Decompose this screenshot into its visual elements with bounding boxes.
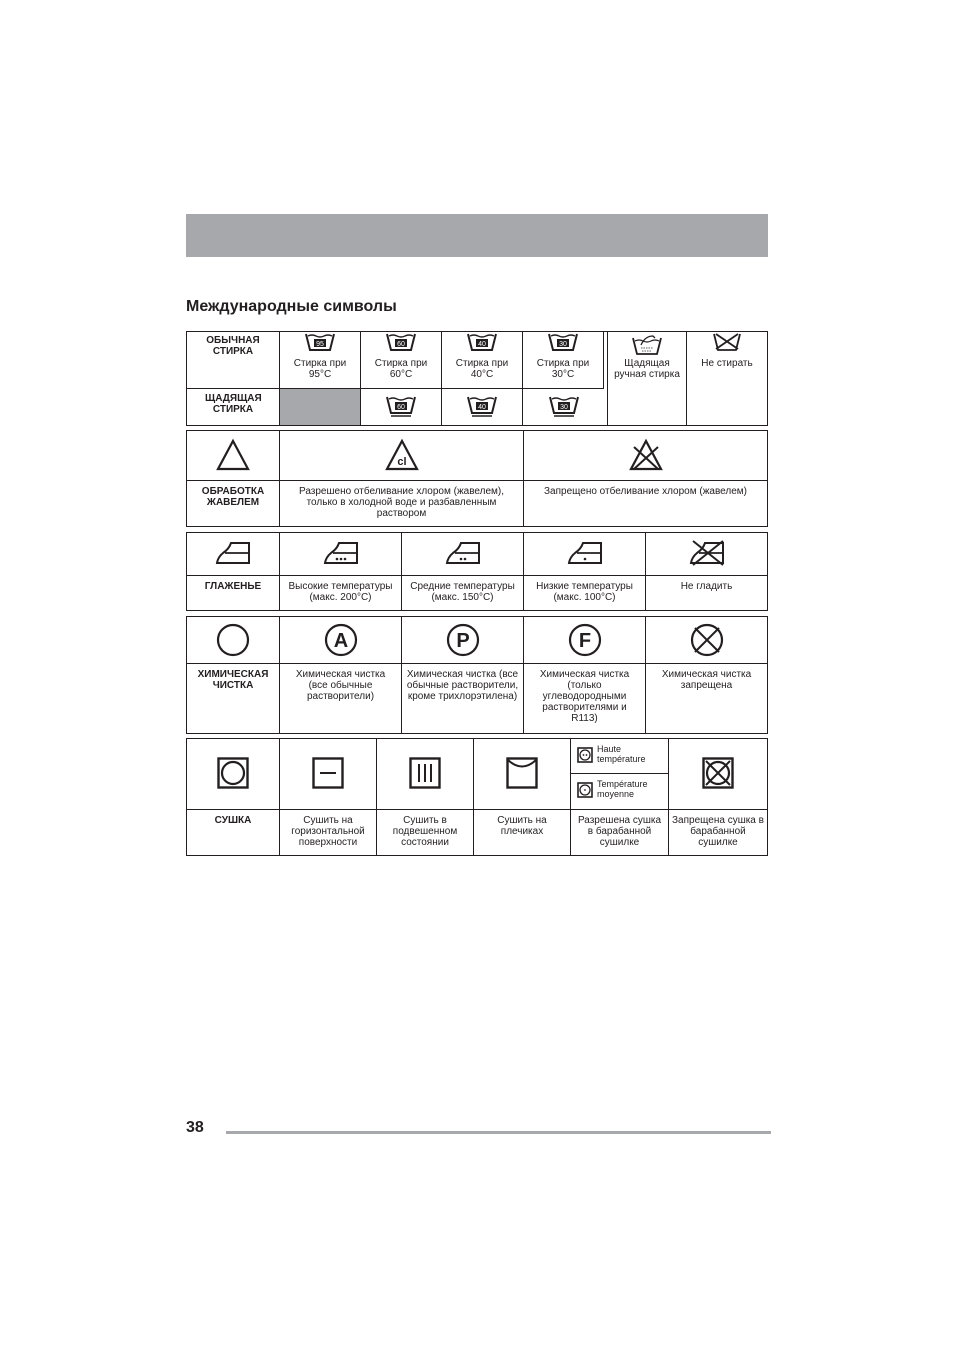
no-dryclean-icon-cell: [646, 617, 767, 664]
bleach-allowed-cell: [280, 481, 524, 526]
dryclean-a-cell: [280, 664, 402, 733]
iron-low-label: Низкие температуры (макс. 100°C): [536, 581, 633, 603]
dry-clean-p-icon: [446, 623, 480, 657]
no-iron-cell: [646, 576, 767, 610]
wash-temp-text: 60: [397, 404, 405, 411]
drip-dry-cell: [377, 810, 474, 855]
normal-wash-label-cell: [187, 332, 280, 389]
wash-40-cell: [442, 332, 523, 389]
gentle-wash-60-icon: [386, 396, 416, 418]
no-iron-icon-cell: [646, 533, 767, 576]
dryclean-p-cell: [402, 664, 524, 733]
line-dry-cell: [474, 810, 571, 855]
header-banner: [186, 214, 768, 257]
bleach-label: ОБРАБОТКА ЖАВЕЛЕМ: [201, 486, 265, 508]
hand-wash-icon: [631, 333, 663, 355]
normal-wash-label: ОБЫЧНАЯ СТИРКА: [206, 335, 260, 357]
do-not-iron-icon: [689, 539, 725, 567]
dry-clean-letter: F: [578, 630, 591, 652]
dryclean-p-icon-cell: [402, 617, 524, 664]
bleach-panel: [186, 430, 768, 527]
dryclean-label: ХИМИЧЕСКАЯ ЧИСТКА: [197, 669, 269, 691]
wash-temp-text: 40: [478, 404, 486, 411]
washing-panel: [186, 331, 768, 426]
iron-low-icon: [567, 539, 603, 567]
line-dry-label: Сушить на плечиках: [497, 815, 547, 837]
gentle-wash-label: ЩАДЯЩАЯ СТИРКА: [205, 393, 262, 415]
dry-clean-f-icon: [568, 623, 602, 657]
hand-wash-label: Щадящая ручная стирка: [614, 358, 680, 380]
tumble-allowed-label: Разрешена сушка в барабанной сушилке: [577, 815, 662, 848]
drying-label: СУШКА: [214, 815, 252, 826]
iron-high-icon: [323, 539, 359, 567]
dryclean-a-icon-cell: [280, 617, 402, 664]
wash-temp-text: 95: [316, 341, 324, 348]
dryclean-f-label: Химическая чистка (только углеводородными растворителями и R113): [539, 669, 630, 724]
iron-label-cell: [187, 576, 280, 610]
wash-40-label: Стирка при 40°C: [455, 358, 509, 380]
bleach-forbidden-cell: [524, 481, 767, 526]
line-dry-icon-cell: [474, 739, 571, 810]
gentle-wash-label-cell: [187, 389, 280, 425]
gentle-wash-60-cell: [361, 389, 442, 425]
tumble-forbidden-label: Запрещена сушка в барабанной сушилке: [672, 815, 764, 848]
tumble-high-icon: [577, 747, 593, 768]
iron-icon-cell: [187, 533, 280, 576]
tumble-forbidden-cell: [669, 810, 767, 855]
iron-high-icon-cell: [280, 533, 402, 576]
gentle-wash-30-cell: [523, 389, 604, 425]
wash-temp-text: 30: [559, 341, 567, 348]
gentle-wash-40-cell: [442, 389, 523, 425]
ironing-panel: [186, 532, 768, 611]
dry-flat-cell: [280, 810, 377, 855]
iron-medium-cell: [402, 576, 524, 610]
wash-30-icon: [548, 333, 578, 351]
drip-dry-icon-cell: [377, 739, 474, 810]
bleach-forbidden-label: Запрещено отбеливание хлором (жавелем): [544, 486, 747, 497]
no-wash-cell: [687, 332, 767, 425]
dry-clean-letter: A: [333, 630, 348, 652]
bleach-icon-cell: [187, 431, 280, 481]
dryclean-f-cell: [524, 664, 646, 733]
gentle-wash-30-icon: [549, 396, 579, 418]
iron-high-cell: [280, 576, 402, 610]
tumble-dry-icon: [217, 757, 249, 789]
wash-60-label: Стирка при 60°C: [374, 358, 428, 380]
dry-flat-icon: [312, 757, 344, 789]
wash-temp-text: 40: [478, 341, 486, 348]
gentle-wash-95-empty: [280, 389, 361, 425]
iron-high-label: Высокие температуры (макс. 200°C): [288, 581, 393, 603]
wash-30-label: Стирка при 30°C: [536, 358, 590, 380]
line-dry-icon: [506, 757, 538, 789]
chlorine-text: cl: [396, 456, 407, 468]
drying-label-cell: [187, 810, 280, 855]
tumble-high-cell: [571, 739, 669, 774]
iron-medium-icon-cell: [402, 533, 524, 576]
tumble-medium-icon: [577, 782, 593, 803]
dryclean-p-label: Химическая чистка (все обычные растворители, кроме трихлорэтилена): [406, 669, 519, 702]
do-not-dry-clean-icon: [690, 623, 724, 657]
iron-medium-label: Средние температуры (макс. 150°C): [410, 581, 515, 603]
dry-clean-icon: [216, 623, 250, 657]
iron-low-cell: [524, 576, 646, 610]
wash-40-icon: [467, 333, 497, 351]
wash-60-icon: [386, 333, 416, 351]
tumble-high-label: Haute température: [597, 744, 646, 764]
wash-95-label: Стирка при 95°C: [293, 358, 347, 380]
no-wash-label: Не стирать: [701, 358, 753, 369]
iron-low-icon-cell: [524, 533, 646, 576]
page-number: 38: [186, 1119, 204, 1136]
dry-clean-letter: P: [455, 630, 470, 652]
no-dryclean-cell: [646, 664, 767, 733]
dry-flat-icon-cell: [280, 739, 377, 810]
hand-wash-cell: [608, 332, 687, 425]
do-not-tumble-dry-icon: [702, 757, 734, 789]
dryclean-label-cell: [187, 664, 280, 733]
dry-flat-label: Сушить на горизонтальной поверхности: [291, 815, 365, 848]
drycleaning-panel: [186, 616, 768, 734]
drip-dry-icon: [409, 757, 441, 789]
gentle-wash-40-icon: [467, 396, 497, 418]
dryclean-a-label: Химическая чистка (все обычные растворители): [295, 669, 386, 702]
dryclean-f-icon-cell: [524, 617, 646, 664]
bleach-allowed-icon-cell: [280, 431, 524, 481]
iron-icon: [215, 539, 251, 567]
do-not-wash-icon: [713, 333, 741, 351]
wash-30-cell: [523, 332, 604, 389]
tumble-medium-cell: [571, 774, 669, 810]
bleach-forbidden-icon-cell: [524, 431, 767, 481]
no-iron-label: Не гладить: [680, 581, 733, 592]
bleach-label-cell: [187, 481, 280, 526]
dryclean-icon-cell: [187, 617, 280, 664]
wash-temp-text: 60: [397, 341, 405, 348]
drying-panel: [186, 738, 768, 856]
drip-dry-label: Сушить в подвешенном состоянии: [392, 815, 458, 848]
iron-label: ГЛАЖЕНЬЕ: [204, 581, 262, 592]
wash-60-cell: [361, 332, 442, 389]
tumble-allowed-cell: [571, 810, 669, 855]
wash-95-cell: [280, 332, 361, 389]
bleach-triangle-icon: [216, 438, 250, 472]
chlorine-bleach-icon: [385, 438, 419, 472]
no-bleach-icon: [629, 438, 663, 472]
iron-medium-icon: [445, 539, 481, 567]
page-title: Международные символы: [186, 298, 397, 315]
footer-rule: [226, 1131, 771, 1134]
no-tumble-icon-cell: [669, 739, 767, 810]
bleach-allowed-label: Разрешено отбеливание хлором (жавелем), только в холодной воде и разбавленным раствором: [298, 486, 504, 519]
dry-clean-a-icon: [324, 623, 358, 657]
wash-95-icon: [305, 333, 335, 351]
tumble-medium-label: Température moyenne: [597, 779, 648, 799]
wash-temp-text: 30: [559, 404, 568, 411]
no-dryclean-label: Химическая чистка запрещена: [661, 669, 752, 691]
tumble-icon-cell: [187, 739, 280, 810]
